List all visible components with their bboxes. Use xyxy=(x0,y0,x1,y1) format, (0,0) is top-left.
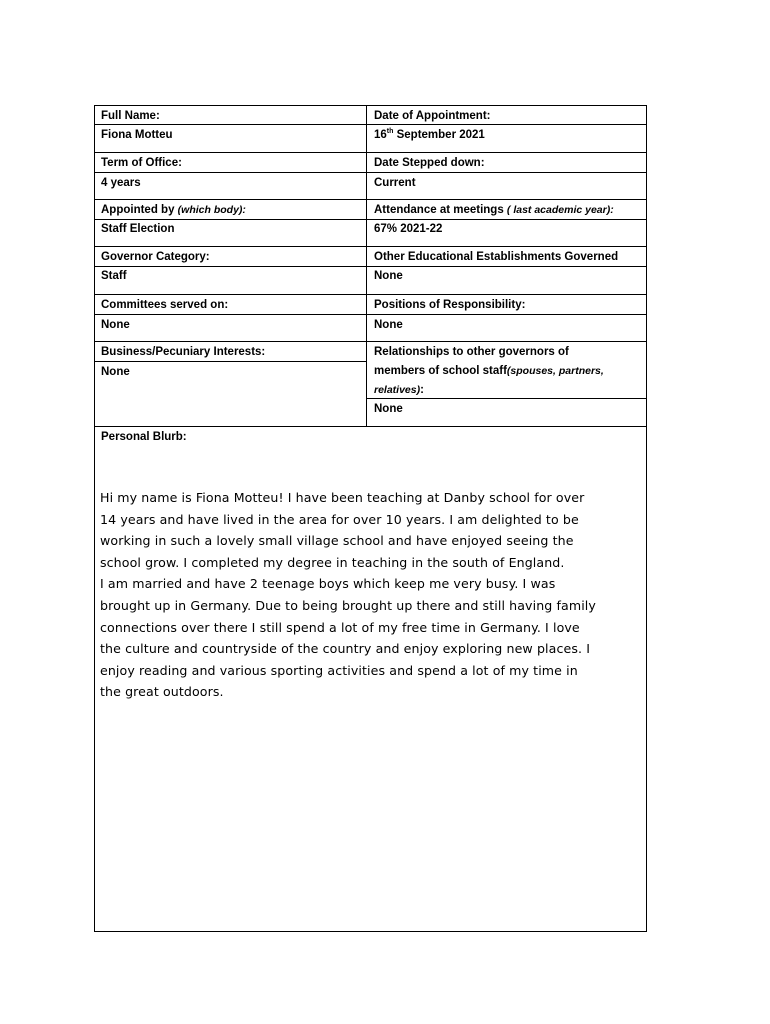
appointment-day-ordinal: th xyxy=(386,128,394,136)
date-of-appointment-value xyxy=(374,128,485,142)
committees-label: Committees served on: xyxy=(101,299,229,311)
row-divider xyxy=(94,341,647,342)
row-divider xyxy=(94,246,647,247)
other-establishments-value: None xyxy=(374,270,403,282)
relationships-colon: : xyxy=(420,384,424,396)
appointed-by-value: Staff Election xyxy=(101,223,175,235)
row-divider xyxy=(94,152,647,153)
row-divider xyxy=(94,294,647,295)
relationships-value: None xyxy=(374,403,403,415)
appointed-by-label xyxy=(101,203,246,217)
positions-label: Positions of Responsibility: xyxy=(374,299,526,311)
row-divider xyxy=(94,199,647,200)
relationships-label-line2 xyxy=(374,364,604,378)
relationships-qualifier: (spouses, partners, xyxy=(506,365,604,377)
attendance-value: 67% 2021-22 xyxy=(374,223,443,235)
row-divider xyxy=(94,219,647,220)
attendance-text: Attendance at meetings xyxy=(374,204,507,216)
date-of-appointment-label: Date of Appointment: xyxy=(374,110,491,122)
positions-value: None xyxy=(374,319,403,331)
governor-category-label: Governor Category: xyxy=(101,251,210,263)
personal-blurb-label: Personal Blurb: xyxy=(101,431,187,443)
relationships-text: members of school staff xyxy=(374,365,507,377)
date-stepped-down-label: Date Stepped down: xyxy=(374,157,485,169)
personal-blurb-text: Hi my name is Fiona Motteu! I have been teaching at Danby school for over 14 years and have lived in the area for over 10 years. I am delighted to be working in such a lovely small village school and have enjoyed seeing the school grow. I completed my degree in teaching in the south of England. I am married and have 2 teenage boys which keep me very busy. I was brought up in Germany. Due to being brought up there and still having family connections over there I still spend a lot of my free time in Germany. I love the culture and countryside of the country and enjoy exploring new places. I enjoy reading and various sporting activities and spend a lot of my time in the great outdoors. xyxy=(100,490,596,700)
date-stepped-down-value: Current xyxy=(374,177,416,189)
relationships-label-line1: Relationships to other governors of xyxy=(374,346,569,358)
row-divider xyxy=(94,266,647,267)
row-divider xyxy=(94,314,647,315)
governor-category-value: Staff xyxy=(101,270,127,282)
row-divider xyxy=(94,124,647,125)
appointment-day: 16 xyxy=(374,129,387,141)
term-of-office-value: 4 years xyxy=(101,177,141,189)
full-name-value: Fiona Motteu xyxy=(101,129,173,141)
row-divider xyxy=(94,172,647,173)
other-establishments-label: Other Educational Establishments Governed xyxy=(374,251,619,263)
business-interests-label: Business/Pecuniary Interests: xyxy=(101,346,266,358)
full-name-label: Full Name: xyxy=(101,110,160,122)
row-divider xyxy=(94,361,366,362)
appointed-by-qualifier: (which body): xyxy=(177,204,246,216)
relationships-qualifier-end: relatives) xyxy=(374,384,421,396)
row-divider xyxy=(94,426,647,427)
term-of-office-label: Term of Office: xyxy=(101,157,182,169)
row-divider xyxy=(366,398,647,399)
attendance-qualifier: ( last academic year): xyxy=(506,204,614,216)
appointment-month-year: September 2021 xyxy=(393,129,485,141)
appointed-by-text: Appointed by xyxy=(101,204,178,216)
column-divider xyxy=(366,105,367,426)
business-interests-value: None xyxy=(101,366,130,378)
committees-value: None xyxy=(101,319,130,331)
relationships-label-line3 xyxy=(374,383,424,397)
attendance-label xyxy=(374,203,614,217)
